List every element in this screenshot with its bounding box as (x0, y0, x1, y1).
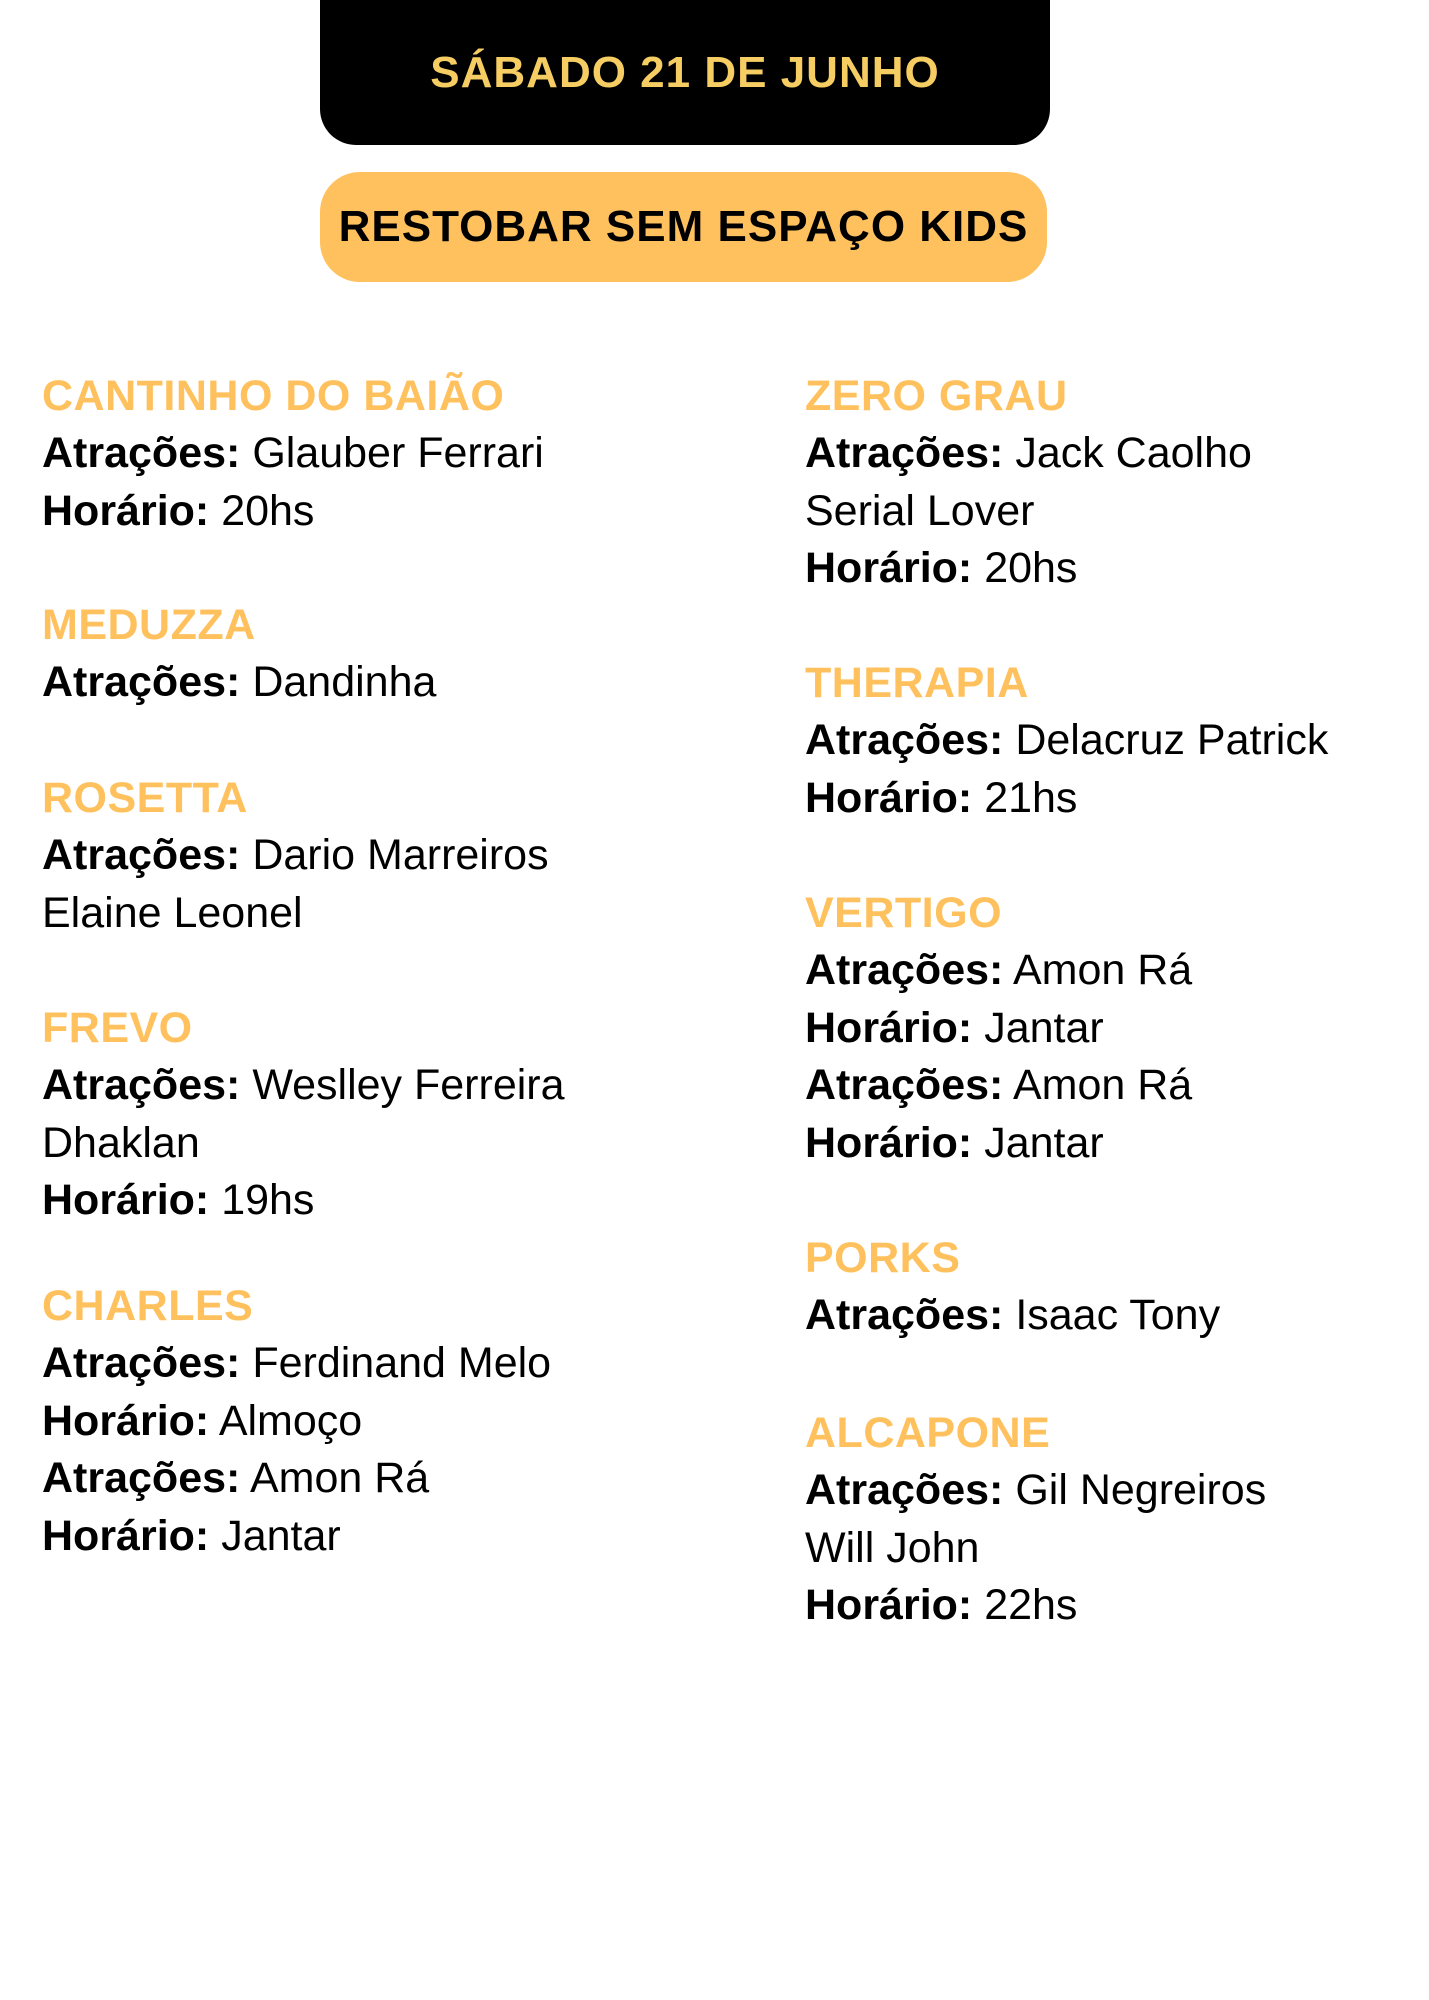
attractions-line (805, 483, 1395, 541)
time-line (42, 1508, 632, 1566)
time-line (805, 1115, 1395, 1173)
line-value: Amon Rá (1012, 1061, 1193, 1109)
time-label: Horário: (805, 544, 973, 592)
line-value: Will John (805, 1523, 980, 1572)
line-value: Isaac Tony (1015, 1291, 1221, 1339)
venue-block (42, 1000, 632, 1230)
venue-block (805, 885, 1395, 1172)
venue-block (42, 597, 632, 712)
attractions-label: Atrações: (805, 946, 1004, 994)
attractions-line (805, 1057, 1395, 1115)
venue-block (42, 770, 632, 942)
venue-block (42, 368, 632, 540)
line-value: Amon Rá (1012, 946, 1193, 994)
line-value: Jantar (984, 1003, 1104, 1052)
header-banner (320, 0, 1050, 145)
attractions-line (805, 1462, 1395, 1520)
time-line (42, 1393, 632, 1451)
attractions-line (805, 942, 1395, 1000)
line-value: 20hs (984, 544, 1078, 592)
line-value: Jantar (221, 1511, 341, 1560)
attractions-line (805, 712, 1395, 770)
attractions-line (42, 827, 632, 885)
attractions-line (805, 1520, 1395, 1578)
time-label: Horário: (805, 1581, 973, 1629)
attractions-line (42, 1450, 632, 1508)
venue-block (42, 1278, 632, 1565)
venue-name: VERTIGO (805, 889, 1003, 937)
venue-name: THERAPIA (805, 659, 1029, 707)
venue-block (805, 368, 1395, 598)
venue-name: CHARLES (42, 1282, 254, 1330)
line-value: Serial Lover (805, 486, 1035, 535)
attractions-line (805, 425, 1395, 483)
attractions-line (42, 654, 632, 712)
time-label: Horário: (805, 1118, 973, 1167)
time-label: Horário: (42, 1176, 210, 1224)
attractions-line (42, 1115, 632, 1173)
time-line (805, 540, 1395, 598)
venue-name: CANTINHO DO BAIÃO (42, 372, 505, 420)
venue-name: ROSETTA (42, 774, 248, 822)
time-label: Horário: (42, 1511, 210, 1560)
venue-block (805, 1230, 1395, 1345)
line-value: Amon Rá (249, 1454, 430, 1502)
attractions-label: Atrações: (805, 1466, 1004, 1514)
time-line (805, 770, 1395, 828)
attractions-line (805, 1287, 1395, 1345)
time-label: Horário: (42, 1396, 210, 1445)
venue-name: PORKS (805, 1234, 961, 1282)
time-line (42, 483, 632, 541)
venue-block (805, 1405, 1395, 1635)
venue-name: MEDUZZA (42, 601, 256, 649)
line-value: Jantar (984, 1118, 1104, 1167)
venue-name: ALCAPONE (805, 1409, 1051, 1457)
line-value: Dario Marreiros (252, 831, 549, 879)
attractions-label: Atrações: (42, 1061, 241, 1109)
time-label: Horário: (805, 773, 973, 822)
time-line (805, 1000, 1395, 1058)
line-value: Dandinha (252, 658, 437, 706)
attractions-label: Atrações: (42, 831, 241, 879)
attractions-label: Atrações: (805, 429, 1004, 477)
time-line (805, 1577, 1395, 1635)
line-value: Delacruz Patrick (1015, 716, 1329, 764)
line-value: Jack Caolho (1015, 429, 1252, 477)
attractions-label: Atrações: (42, 429, 241, 477)
line-value: Ferdinand Melo (252, 1339, 552, 1387)
time-label: Horário: (42, 486, 210, 535)
restobar-label: RESTOBAR SEM ESPAÇO KIDS (338, 202, 1029, 251)
line-value: 20hs (221, 486, 315, 535)
attractions-line (42, 885, 632, 943)
restobar-pill (320, 172, 1047, 282)
attractions-label: Atrações: (42, 1454, 241, 1502)
attractions-label: Atrações: (42, 1339, 241, 1387)
attractions-label: Atrações: (805, 1291, 1004, 1339)
line-value: Dhaklan (42, 1118, 200, 1167)
venue-block (805, 655, 1395, 827)
time-label: Horário: (805, 1003, 973, 1052)
attractions-label: Atrações: (805, 1061, 1004, 1109)
attractions-label: Atrações: (805, 716, 1004, 764)
line-value: Weslley Ferreira (252, 1061, 565, 1109)
line-value: Glauber Ferrari (252, 429, 544, 477)
attractions-line (42, 425, 632, 483)
event-date: SÁBADO 21 DE JUNHO (430, 47, 940, 97)
line-value: 19hs (221, 1176, 315, 1224)
venue-name: ZERO GRAU (805, 372, 1068, 420)
time-line (42, 1172, 632, 1230)
line-value: Elaine Leonel (42, 888, 303, 937)
attractions-line (42, 1335, 632, 1393)
line-value: 22hs (984, 1581, 1078, 1629)
venue-name: FREVO (42, 1004, 193, 1052)
attractions-label: Atrações: (42, 658, 241, 706)
attractions-line (42, 1057, 632, 1115)
line-value: Gil Negreiros (1015, 1466, 1267, 1514)
line-value: Almoço (218, 1396, 363, 1445)
line-value: 21hs (984, 773, 1078, 822)
